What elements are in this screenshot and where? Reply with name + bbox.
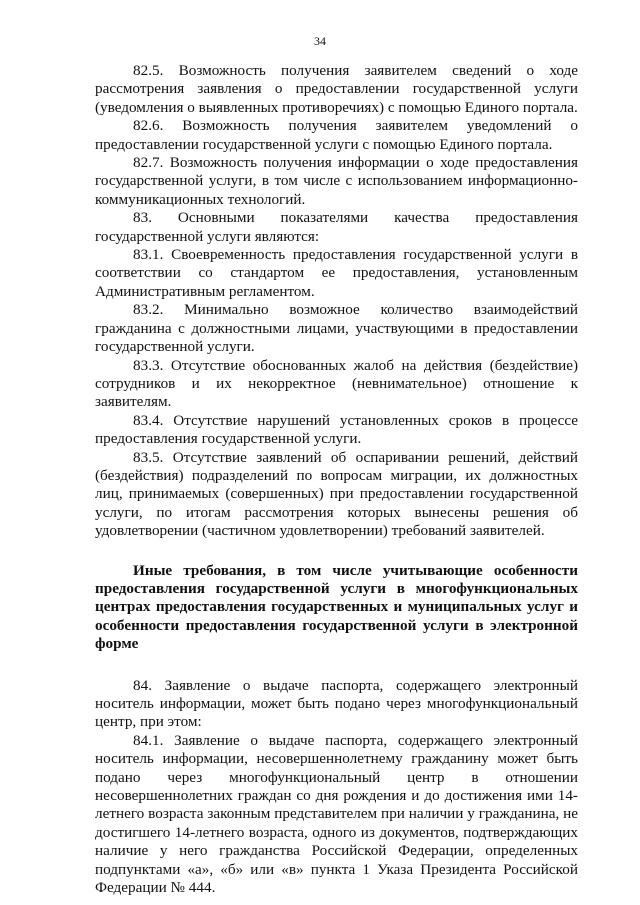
paragraph-83: 83. Основными показателями качества предоставления государственной услуги являются: — [95, 209, 578, 245]
paragraph-83-3: 83.3. Отсутствие обоснованных жалоб на действия (бездействие) сотрудников и их некорректное (невнимательное) отношение к заявителям. — [95, 356, 578, 411]
paragraph-83-2: 83.2. Минимально возможное количество взаимодействий гражданина с должностными лицами, участвующими в предоставлении государственной услуги. — [95, 301, 578, 356]
document-body — [95, 62, 578, 897]
paragraph-83-1: 83.1. Своевременность предоставления государственной услуги в соответствии со стандартом ее предоставления, установленным Административным регламентом. — [95, 246, 578, 300]
section-heading: Иные требования, в том числе учитывающие особенности предоставления государственной услуги в многофункциональных центрах предоставления государственных и муниципальных услуг и особенности предоставления государственной услуги в электронной форме — [95, 561, 578, 653]
page-number: 34 — [314, 34, 326, 48]
paragraph-82-6: 82.6. Возможность получения заявителем уведомлений о предоставлении государственной услуги с помощью Единого портала. — [95, 117, 578, 153]
paragraph-84: 84. Заявление о выдаче паспорта, содержащего электронный носитель информации, может быть подано через многофункциональный центр, при этом: — [95, 676, 578, 731]
paragraph-84-1: 84.1. Заявление о выдаче паспорта, содержащего электронный носитель информации, несовершеннолетнему гражданину может быть подано через многофункциональный центр в отношении несовершеннолетних граждан со дня рождения и до достижения ими 14-летнего возраста законным представителем при наличии у гражданина, не достигшего 14-летнего возраста, одного из документов, подтверждающих наличие у него гражданства Российской Федерации, определенных подпунктами «а», «б» или «в» пункта 1 Указа Президента Российской Федерации № 444. — [95, 731, 578, 897]
paragraph-82-5: 82.5. Возможность получения заявителем сведений о ходе рассмотрения заявления о предоставлении государственной услуги (уведомления о выявленных противоречиях) с помощью Единого портала. — [95, 62, 578, 116]
paragraph-82-7: 82.7. Возможность получения информации о ходе предоставления государственной услуги, в том числе с использованием информационно-коммуникационных технологий. — [95, 154, 578, 208]
paragraph-83-5: 83.5. Отсутствие заявлений об оспаривании решений, действий (бездействия) подразделений по вопросам миграции, их должностных лиц, принимаемых (совершенных) при предоставлении государственной услуги, по итогам рассмотрения которых вынесены решения об удовлетворении (частичном удовлетворении) требований заявителей. — [95, 448, 578, 540]
paragraph-83-4: 83.4. Отсутствие нарушений установленных сроков в процессе предоставления государственной услуги. — [95, 411, 578, 448]
